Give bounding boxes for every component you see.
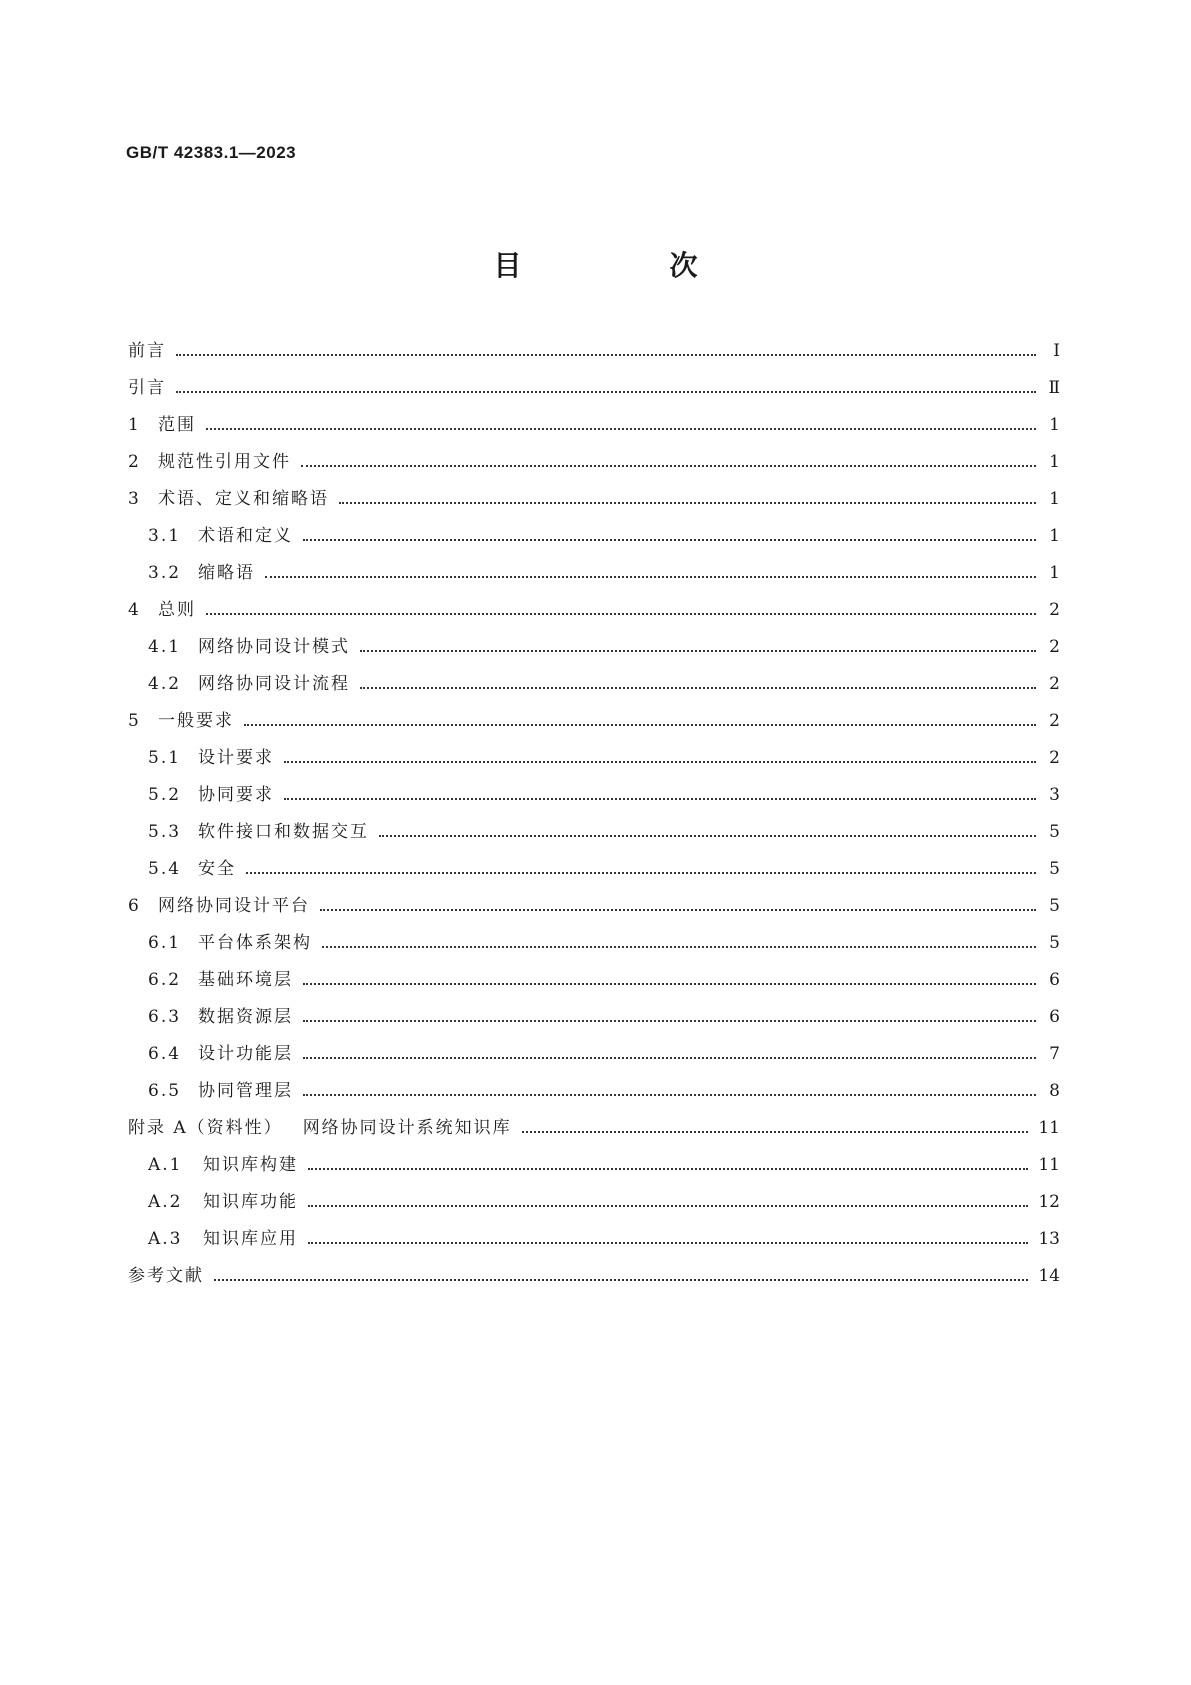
toc-entry[interactable] bbox=[128, 373, 1060, 410]
toc-entry-label: 缩略语 bbox=[198, 563, 255, 583]
toc-page-number: 1 bbox=[1049, 489, 1060, 509]
toc-entry-label: 协同管理层 bbox=[198, 1081, 293, 1101]
toc-entry[interactable] bbox=[128, 632, 1060, 669]
toc-page-number: Ⅱ bbox=[1048, 378, 1060, 398]
toc-entry-number: 5.3 bbox=[148, 822, 182, 842]
toc-entry-label: 引言 bbox=[128, 378, 166, 398]
toc-entry[interactable] bbox=[128, 780, 1060, 817]
toc-entry[interactable] bbox=[128, 1076, 1060, 1113]
toc-entry[interactable] bbox=[128, 484, 1060, 521]
toc-dot-leader bbox=[176, 391, 1036, 393]
toc-page-number: 1 bbox=[1049, 563, 1060, 583]
toc-entry-number: 3.2 bbox=[148, 563, 182, 583]
standard-number: GB/T 42383.1—2023 bbox=[126, 143, 297, 162]
toc-dot-leader bbox=[303, 539, 1036, 541]
toc-entry[interactable] bbox=[128, 965, 1060, 1002]
toc-page-number: 2 bbox=[1049, 637, 1060, 657]
toc-entry-number: 5 bbox=[128, 711, 141, 731]
toc-entry[interactable] bbox=[128, 1039, 1060, 1076]
toc-entry[interactable] bbox=[128, 410, 1060, 447]
toc-page-number: 5 bbox=[1049, 896, 1060, 916]
toc-entry-label: 网络协同设计流程 bbox=[198, 674, 350, 694]
toc-page-number: 2 bbox=[1049, 600, 1060, 620]
toc-entry-label: 网络协同设计系统知识库 bbox=[302, 1118, 512, 1138]
toc-entry[interactable] bbox=[128, 854, 1060, 891]
toc-page-number: 6 bbox=[1049, 970, 1060, 990]
toc-entry-number: 6.2 bbox=[148, 970, 182, 990]
toc-page-number: 12 bbox=[1038, 1192, 1060, 1212]
toc-page-number: 14 bbox=[1038, 1266, 1060, 1286]
toc-dot-leader bbox=[206, 613, 1036, 615]
toc-page-number: 5 bbox=[1049, 933, 1060, 953]
toc-entry-number: 5.1 bbox=[148, 748, 182, 768]
toc-entry[interactable] bbox=[128, 743, 1060, 780]
toc-dot-leader bbox=[322, 946, 1036, 948]
toc-entry-label: 设计要求 bbox=[198, 748, 274, 768]
toc-dot-leader bbox=[303, 983, 1036, 985]
toc-page-number: 11 bbox=[1038, 1155, 1060, 1175]
toc-dot-leader bbox=[301, 465, 1036, 467]
toc-entry-number: 2 bbox=[128, 452, 141, 472]
toc-page-number: 6 bbox=[1049, 1007, 1060, 1027]
toc-dot-leader bbox=[308, 1205, 1028, 1207]
toc-entry-number: A.3 bbox=[148, 1229, 183, 1249]
toc-entry-number: 6.5 bbox=[148, 1081, 182, 1101]
toc-entry[interactable] bbox=[128, 595, 1060, 632]
toc-entry[interactable] bbox=[128, 669, 1060, 706]
toc-page-number: 1 bbox=[1049, 415, 1060, 435]
table-of-contents bbox=[128, 336, 1060, 1298]
toc-entry-label: 术语和定义 bbox=[198, 526, 293, 546]
toc-dot-leader bbox=[308, 1242, 1028, 1244]
toc-entry[interactable] bbox=[128, 1150, 1060, 1187]
toc-page-number: 13 bbox=[1038, 1229, 1060, 1249]
toc-entry-number: 3 bbox=[128, 489, 141, 509]
toc-dot-leader bbox=[379, 835, 1036, 837]
toc-entry-number: 6.1 bbox=[148, 933, 182, 953]
toc-dot-leader bbox=[176, 354, 1036, 356]
toc-page-number: 5 bbox=[1049, 859, 1060, 879]
toc-dot-leader bbox=[284, 798, 1036, 800]
toc-entry-number: 3.1 bbox=[148, 526, 182, 546]
toc-entry[interactable] bbox=[128, 817, 1060, 854]
toc-entry-label: 协同要求 bbox=[198, 785, 274, 805]
toc-entry-number: A.2 bbox=[148, 1192, 183, 1212]
toc-entry-number: 4.2 bbox=[148, 674, 182, 694]
toc-entry-number: 6.3 bbox=[148, 1007, 182, 1027]
toc-entry-label: 术语、定义和缩略语 bbox=[158, 489, 329, 509]
toc-entry-label: 总则 bbox=[158, 600, 196, 620]
toc-entry[interactable] bbox=[128, 1113, 1060, 1150]
toc-dot-leader bbox=[320, 909, 1036, 911]
toc-dot-leader bbox=[303, 1020, 1036, 1022]
toc-entry-label: 网络协同设计模式 bbox=[198, 637, 350, 657]
toc-entry[interactable] bbox=[128, 521, 1060, 558]
toc-entry[interactable] bbox=[128, 336, 1060, 373]
toc-dot-leader bbox=[246, 872, 1036, 874]
toc-entry[interactable] bbox=[128, 1261, 1060, 1298]
toc-entry[interactable] bbox=[128, 891, 1060, 928]
toc-dot-leader bbox=[308, 1168, 1028, 1170]
toc-page-number: 8 bbox=[1049, 1081, 1060, 1101]
toc-page-number: Ⅰ bbox=[1053, 341, 1060, 361]
toc-entry[interactable] bbox=[128, 1187, 1060, 1224]
toc-entry[interactable] bbox=[128, 558, 1060, 595]
toc-page-number: 3 bbox=[1049, 785, 1060, 805]
toc-page-number: 2 bbox=[1049, 711, 1060, 731]
toc-entry-label: 设计功能层 bbox=[198, 1044, 293, 1064]
toc-dot-leader bbox=[339, 502, 1036, 504]
toc-entry-label: 参考文献 bbox=[128, 1266, 204, 1286]
toc-dot-leader bbox=[265, 576, 1036, 578]
toc-dot-leader bbox=[214, 1279, 1028, 1281]
toc-dot-leader bbox=[303, 1094, 1036, 1096]
toc-entry-number: 5.4 bbox=[148, 859, 182, 879]
toc-entry-label: 知识库功能 bbox=[203, 1192, 298, 1212]
toc-entry-label: 知识库应用 bbox=[203, 1229, 298, 1249]
toc-entry[interactable] bbox=[128, 1002, 1060, 1039]
toc-entry-number: 4.1 bbox=[148, 637, 182, 657]
toc-entry-label: 前言 bbox=[128, 341, 166, 361]
toc-entry-label: 范围 bbox=[158, 415, 196, 435]
toc-entry-number: 附录 A（资料性） bbox=[128, 1118, 283, 1138]
toc-page-number: 1 bbox=[1049, 452, 1060, 472]
toc-entry-number: 1 bbox=[128, 415, 141, 435]
toc-entry-label: 网络协同设计平台 bbox=[158, 896, 310, 916]
toc-dot-leader bbox=[360, 650, 1036, 652]
toc-dot-leader bbox=[284, 761, 1036, 763]
toc-entry[interactable] bbox=[128, 706, 1060, 743]
toc-entry-number: 5.2 bbox=[148, 785, 182, 805]
toc-entry-label: 平台体系架构 bbox=[198, 933, 312, 953]
toc-entry-number: 6 bbox=[128, 896, 141, 916]
page-title: 目 次 bbox=[493, 249, 758, 282]
toc-dot-leader bbox=[303, 1057, 1036, 1059]
toc-entry[interactable] bbox=[128, 928, 1060, 965]
toc-entry-label: 规范性引用文件 bbox=[158, 452, 291, 472]
toc-entry-label: 知识库构建 bbox=[203, 1155, 298, 1175]
toc-entry[interactable] bbox=[128, 1224, 1060, 1261]
toc-entry-number: 4 bbox=[128, 600, 141, 620]
toc-page-number: 2 bbox=[1049, 674, 1060, 694]
toc-entry[interactable] bbox=[128, 447, 1060, 484]
toc-entry-label: 数据资源层 bbox=[198, 1007, 293, 1027]
toc-entry-label: 基础环境层 bbox=[198, 970, 293, 990]
toc-page-number: 1 bbox=[1049, 526, 1060, 546]
toc-page-number: 5 bbox=[1049, 822, 1060, 842]
toc-page-number: 7 bbox=[1049, 1044, 1060, 1064]
toc-entry-number: A.1 bbox=[148, 1155, 183, 1175]
toc-dot-leader bbox=[244, 724, 1036, 726]
toc-entry-number: 6.4 bbox=[148, 1044, 182, 1064]
toc-dot-leader bbox=[360, 687, 1036, 689]
toc-entry-label: 一般要求 bbox=[158, 711, 234, 731]
toc-entry-label: 安全 bbox=[198, 859, 236, 879]
toc-page-number: 11 bbox=[1038, 1118, 1060, 1138]
toc-dot-leader bbox=[206, 428, 1036, 430]
toc-entry-label: 软件接口和数据交互 bbox=[198, 822, 369, 842]
toc-page-number: 2 bbox=[1049, 748, 1060, 768]
toc-dot-leader bbox=[522, 1131, 1029, 1133]
